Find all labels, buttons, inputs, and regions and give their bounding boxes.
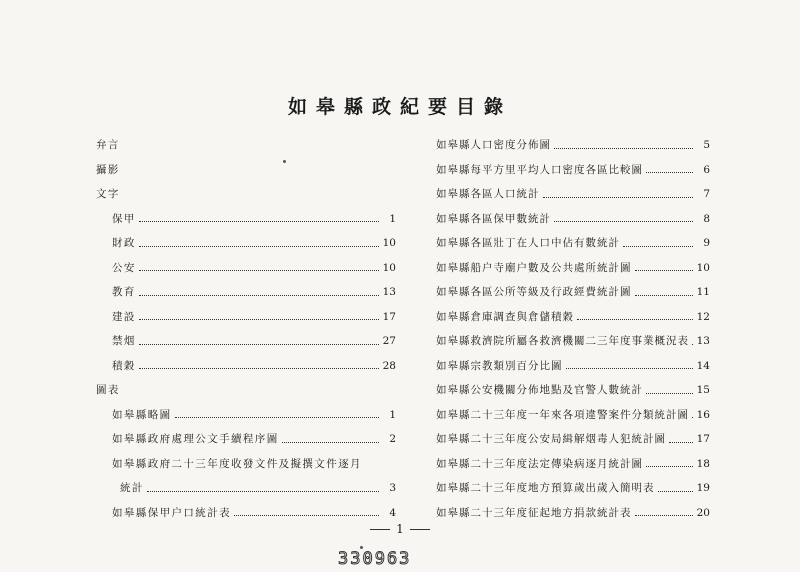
toc-entry-label: 如皋縣各區公所等級及行政經費統計圖 — [436, 286, 632, 298]
toc-entry — [420, 133, 710, 158]
toc-entry-page: 1 — [389, 408, 396, 421]
toc-entry-label: 積穀 — [112, 359, 136, 372]
toc-entry — [420, 256, 710, 281]
toc-leader-dots — [635, 515, 694, 516]
toc-leader-dots — [692, 417, 693, 418]
toc-entry-label: 如皋縣二十三年度一年來各項違警案件分類統計圖 — [436, 408, 689, 421]
toc-leader-dots — [646, 393, 693, 394]
toc-entry-page: 15 — [696, 384, 710, 396]
toc-leader-dots — [646, 172, 693, 173]
toc-entry — [96, 354, 396, 379]
toc-entry-page: 7 — [703, 188, 710, 200]
toc-entry — [420, 476, 710, 501]
toc-entry — [420, 452, 710, 477]
toc-entry — [96, 476, 396, 501]
toc-entry-page: 13 — [382, 286, 396, 298]
toc-entry-page: 12 — [696, 310, 710, 323]
toc-entry-page: 5 — [703, 139, 710, 151]
toc-entry — [420, 501, 710, 526]
toc-leader-dots — [635, 295, 694, 296]
page-number-footer — [360, 522, 440, 536]
toc-entry-page: 4 — [389, 506, 396, 519]
toc-entry-label: 如皋縣各區人口統計 — [436, 188, 540, 200]
footer-dash-right — [410, 529, 430, 530]
toc-entry — [96, 378, 396, 403]
toc-entry-label: 如皋縣政府處理公文手續程序圖 — [112, 433, 279, 445]
toc-leader-dots — [175, 417, 380, 418]
toc-entry — [420, 329, 710, 354]
toc-entry-page: 10 — [382, 261, 396, 274]
toc-entry-label: 如皋縣二十三年度公安局緝解烟毒人犯統計圖 — [436, 433, 666, 445]
toc-entry-page: 27 — [382, 335, 396, 347]
toc-entry-label: 如皋縣公安機關分佈地點及官警人數統計 — [436, 384, 643, 396]
toc-entry-page: 2 — [389, 433, 396, 445]
toc-entry — [420, 378, 710, 403]
toc-entry — [96, 427, 396, 452]
toc-leader-dots — [139, 319, 379, 320]
toc-entry-label: 如皋縣保甲户口統計表 — [112, 506, 231, 519]
toc-leader-dots — [669, 442, 693, 443]
page-title: 如皋縣政紀要目錄 — [287, 96, 512, 118]
toc-entry-label: 建設 — [112, 310, 136, 323]
toc-leader-dots — [623, 246, 693, 247]
toc-leader-dots — [554, 221, 693, 222]
toc-entry — [96, 305, 396, 330]
toc-entry — [420, 231, 710, 256]
toc-entry-label: 攝影 — [96, 163, 120, 176]
toc-entry-label: 如皋縣人口密度分佈圖 — [436, 139, 551, 151]
toc-entry-page: 14 — [696, 359, 710, 372]
toc-entry-page: 18 — [696, 457, 710, 470]
toc-leader-dots — [282, 442, 379, 443]
toc-entry-page: 20 — [696, 506, 710, 519]
toc-entry — [420, 305, 710, 330]
toc-leader-dots — [139, 221, 379, 222]
toc-leader-dots — [139, 344, 379, 345]
toc-entry-label: 如皋縣船户寺廟户數及公共處所統計圖 — [436, 261, 632, 274]
toc-entry-page: 3 — [389, 482, 396, 494]
toc-entry — [96, 501, 396, 526]
toc-entry-page: 11 — [696, 286, 710, 298]
toc-entry — [420, 158, 710, 183]
toc-right-column — [420, 133, 710, 525]
toc-leader-dots — [139, 295, 379, 296]
toc-leader-dots — [543, 197, 694, 198]
toc-entry-label: 如皋縣略圖 — [112, 408, 172, 421]
toc-entry-label: 如皋縣倉庫調查與倉儲積穀 — [436, 310, 574, 323]
toc-entry — [420, 403, 710, 428]
toc-entry-label: 圖表 — [96, 384, 120, 396]
toc-entry-label: 如皋縣政府二十三年度收發文件及擬撰文件逐月 — [112, 457, 362, 470]
toc-entry — [420, 354, 710, 379]
toc-entry-label: 禁烟 — [112, 335, 136, 347]
toc-leader-dots — [234, 515, 379, 516]
toc-entry-page: 6 — [703, 163, 710, 176]
toc-entry-label: 如皋縣各區壯丁在人口中佔有數統計 — [436, 237, 620, 249]
toc-entry-label: 如皋縣各區保甲數統計 — [436, 212, 551, 225]
page-number: 1 — [396, 522, 404, 536]
toc-entry-label: 文字 — [96, 188, 120, 200]
toc-entry — [96, 182, 396, 207]
toc-leader-dots — [658, 491, 694, 492]
archive-stamp-number: 330963 — [338, 549, 412, 569]
toc-leader-dots — [147, 491, 379, 492]
toc-entry-label: 教育 — [112, 286, 136, 298]
toc-leader-dots — [554, 148, 693, 149]
toc-entry — [420, 207, 710, 232]
toc-entry — [420, 427, 710, 452]
toc-entry — [420, 280, 710, 305]
toc-entry-label: 如皋縣每平方里平均人口密度各區比較圖 — [436, 163, 643, 176]
toc-entry-label: 保甲 — [112, 212, 136, 225]
toc-entry-label: 公安 — [112, 261, 136, 274]
toc-entry-label: 如皋縣二十三年度地方預算歲出歲入簡明表 — [436, 482, 655, 494]
toc-entry-page: 8 — [703, 212, 710, 225]
toc-entry — [96, 158, 396, 183]
toc-entry — [96, 231, 396, 256]
toc-entry-page: 28 — [382, 359, 396, 372]
toc-entry — [96, 403, 396, 428]
toc-entry — [96, 133, 396, 158]
toc-entry — [96, 329, 396, 354]
toc-leader-dots — [646, 466, 693, 467]
toc-entry-page: 17 — [696, 433, 710, 445]
toc-entry — [96, 207, 396, 232]
toc-entry — [96, 280, 396, 305]
toc-entry-page: 1 — [389, 212, 396, 225]
toc-entry-label: 如皋縣宗教類別百分比圖 — [436, 359, 563, 372]
toc-leader-dots — [692, 344, 693, 345]
toc-leader-dots — [635, 270, 694, 271]
toc-entry-page: 16 — [696, 408, 710, 421]
toc-entry-page: 10 — [382, 237, 396, 249]
toc-entry-page: 17 — [382, 310, 396, 323]
toc-entry-label: 如皋縣二十三年度法定傳染病逐月統計圖 — [436, 457, 643, 470]
toc-left-column — [96, 133, 396, 525]
toc-entry-label: 弁言 — [96, 139, 120, 151]
toc-leader-dots — [139, 270, 379, 271]
toc-entry-label: 如皋縣救濟院所屬各救濟機關二三年度事業概況表 — [436, 335, 689, 347]
toc-entry — [420, 182, 710, 207]
toc-entry-page: 10 — [696, 261, 710, 274]
scan-speck — [360, 546, 363, 549]
toc-entry — [96, 256, 396, 281]
toc-leader-dots — [577, 319, 693, 320]
toc-entry-page: 9 — [703, 237, 710, 249]
toc-entry-label: 如皋縣二十三年度征起地方捐款統計表 — [436, 506, 632, 519]
footer-dash-left — [370, 529, 390, 530]
toc-leader-dots — [139, 246, 379, 247]
toc-entry-label: 統計 — [120, 482, 144, 494]
toc-entry — [96, 452, 396, 477]
toc-leader-dots — [566, 368, 694, 369]
toc-entry-page: 13 — [696, 335, 710, 347]
toc-leader-dots — [139, 368, 379, 369]
toc-entry-page: 19 — [696, 482, 710, 494]
toc-entry-label: 財政 — [112, 237, 136, 249]
scan-speck — [283, 160, 286, 163]
